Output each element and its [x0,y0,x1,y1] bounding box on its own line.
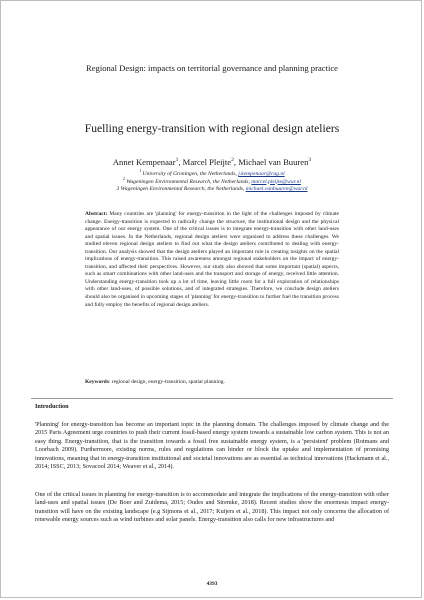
abstract [85,211,339,309]
affiliation-marker: 2 [123,176,125,181]
author-marker: 1 [175,157,179,164]
author-name: Marcel Pleijte [182,157,232,167]
keywords [85,379,339,387]
affiliation [61,176,363,187]
affiliation [61,186,363,194]
abstract-label: Abstract: [85,211,108,217]
paper-title: Fuelling energy-transition with regional design ateliers [84,122,340,135]
author-name: Michael van Buuren [238,157,309,167]
author-marker: 2 [231,157,234,164]
body-paragraph: 'Planning' for energy-transition has become an important topic in the planning domain. The challenges imposed by climate change and the 2015 Paris Agreement urge countries to push their current fossil-based energy system towards a sustainable low carbon system. This is not an easy thing. Energy-transition, that is the transition towards a fossil free sustainable energy system, is a 'persistent' problem (Rotmans and Loorbach 2009). Furthermore, existing norms, rules and regulations can hinder or block the uptake and implementation of promising innovations, meaning that in energy-transition institutional and societal innovations are as essential as technical innovations (Hackmann et al., 2014; ISSC, 2013; Sovacool 2014; Weaver et al., 2014). [35,421,389,471]
keywords-label: Keywords [85,379,109,385]
affiliation-text: Wageningen Environmental Research, the Netherlands, [120,186,245,193]
body-paragraph: One of the critical issues in planning for energy-transition is to accommodate and integrate the implications of the energy-transition with other land-uses and spatial issues (De Boer and Zuidema, 2015; Oudes and Stremke, 2018). Recent studies show the enormous impact energy-transition will have on the existing landscape (e.g Sijmons et al., 2017; Kuijers et al., 2018). This impact not only concerns the allocation of renewable energy sources such as wind turbines and solar panels. Energy-transition also calls for new infrastructures and [35,491,389,524]
affiliation-marker: 1 [139,169,142,174]
affiliation [61,171,363,179]
section-divider [31,398,393,399]
email-link[interactable]: marcel.pleijte@wur.nl [251,178,301,185]
affiliation-list [61,171,363,194]
page-number: 4393 [206,581,218,587]
author-list: Annet Kempenaar$^1$, Marcel Pleijte$^2$, Michael van Buuren$^3$ [112,157,312,167]
email-link[interactable]: j.kempenaar@rug.nl [238,171,285,177]
affiliation-marker: 3 [116,186,120,193]
series-title: Regional Design: impacts on territorial governance and planning practice [86,63,338,73]
affiliation-text: Wageningen Environmental Research, the Netherlands, [126,178,250,185]
author-name: Annet Kempenaar [112,157,176,167]
email-link[interactable]: michael.vanbuuren@wur.nl [245,186,308,193]
keywords-text: : regional design, energy-transition, spatial planning. [108,379,225,385]
section-heading: Introduction [35,403,69,410]
abstract-text: Many countries are 'planning' for energy-transition in the light of the challenges imposed by climate change. Energy-transition is expected to radically change the structure, the institutional design and the physical appearance of our energy system. One of the critical issues is to integrate energy-transition with other land-uses and spatial issues. In the Netherlands, regional design ateliers were organised to address these challenges. We studied eleven regional design ateliers to find out what the design ateliers contributed to dealing with energy-transition. Our analysis showed that the design ateliers played an important role in creating insights on the spatial implications of energy-transition. This raised awareness amongst regional stakeholders on the impact of energy-transition, and affected their perspectives. However, our study also showed that some important (spatial) aspects, such as smart combinations with other land-uses and the transport and storage of energy, received little attention. Understanding energy-transition took up a lot of time, leaving little room for a full exploration of relationships with other land-uses, of possible solutions, and of integrated strategies. Therefore, we conclude design ateliers should also be organised in upcoming stages of 'planning' for energy-transition to further fuel the transition process and fully employ the benefits of regional design ateliers. [85,211,339,308]
author-marker: 3 [308,157,312,164]
affiliation-text: University of Groningen, the Netherlands, [142,171,237,177]
